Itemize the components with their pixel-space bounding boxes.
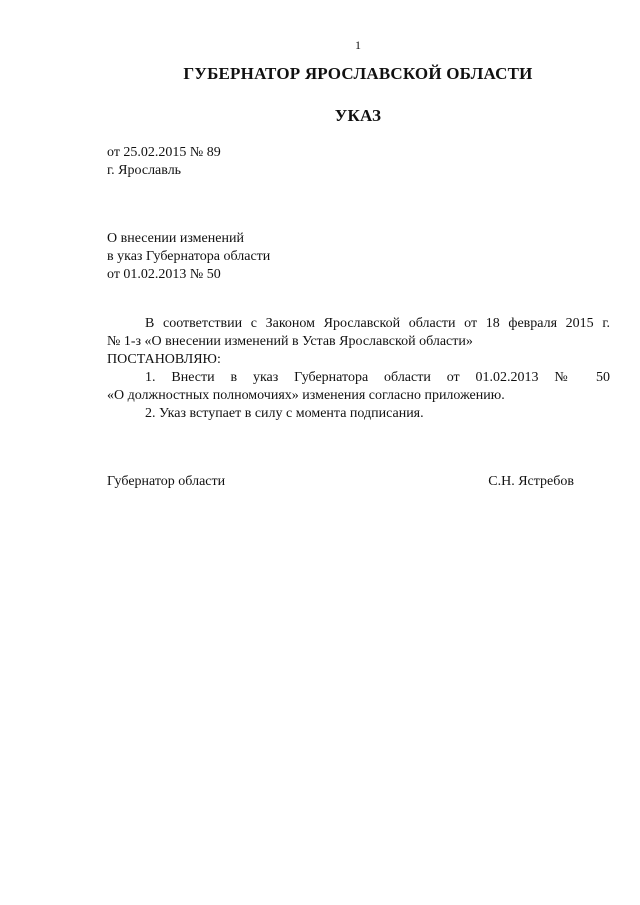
- item-2: 2. Указ вступает в силу с момента подписания.: [145, 406, 424, 421]
- subject-line-1: О внесении изменений: [107, 231, 244, 246]
- item-1-line-1: 1. Внести в указ Губернатора области от 01.02.2013 № 50: [145, 370, 610, 385]
- issuing-authority: ГУБЕРНАТОР ЯРОСЛАВСКОЙ ОБЛАСТИ: [183, 64, 533, 83]
- date-number: от 25.02.2015 № 89: [107, 145, 221, 160]
- document-type: УКАЗ: [334, 106, 382, 125]
- city: г. Ярославль: [107, 163, 182, 178]
- preamble-line-2: № 1-з «О внесении изменений в Устав Ярославской области»: [107, 334, 473, 349]
- document-subject: [107, 230, 270, 284]
- page-number: 1: [355, 38, 361, 52]
- subject-line-3: от 01.02.2013 № 50: [107, 267, 221, 282]
- signatory-name: С.Н. Ястребов: [488, 474, 574, 489]
- subject-line-2: в указ Губернатора области: [107, 249, 271, 264]
- document-body: [107, 315, 610, 423]
- item-1-line-2: «О должностных полномочиях» изменения согласно приложению.: [107, 388, 505, 403]
- signatory-position: Губернатор области: [107, 474, 226, 489]
- preamble-line-1: В соответствии с Законом Ярославской области от 18 февраля 2015 г.: [145, 316, 610, 331]
- resolve-heading: ПОСТАНОВЛЯЮ:: [107, 352, 221, 367]
- document-meta: [107, 144, 221, 180]
